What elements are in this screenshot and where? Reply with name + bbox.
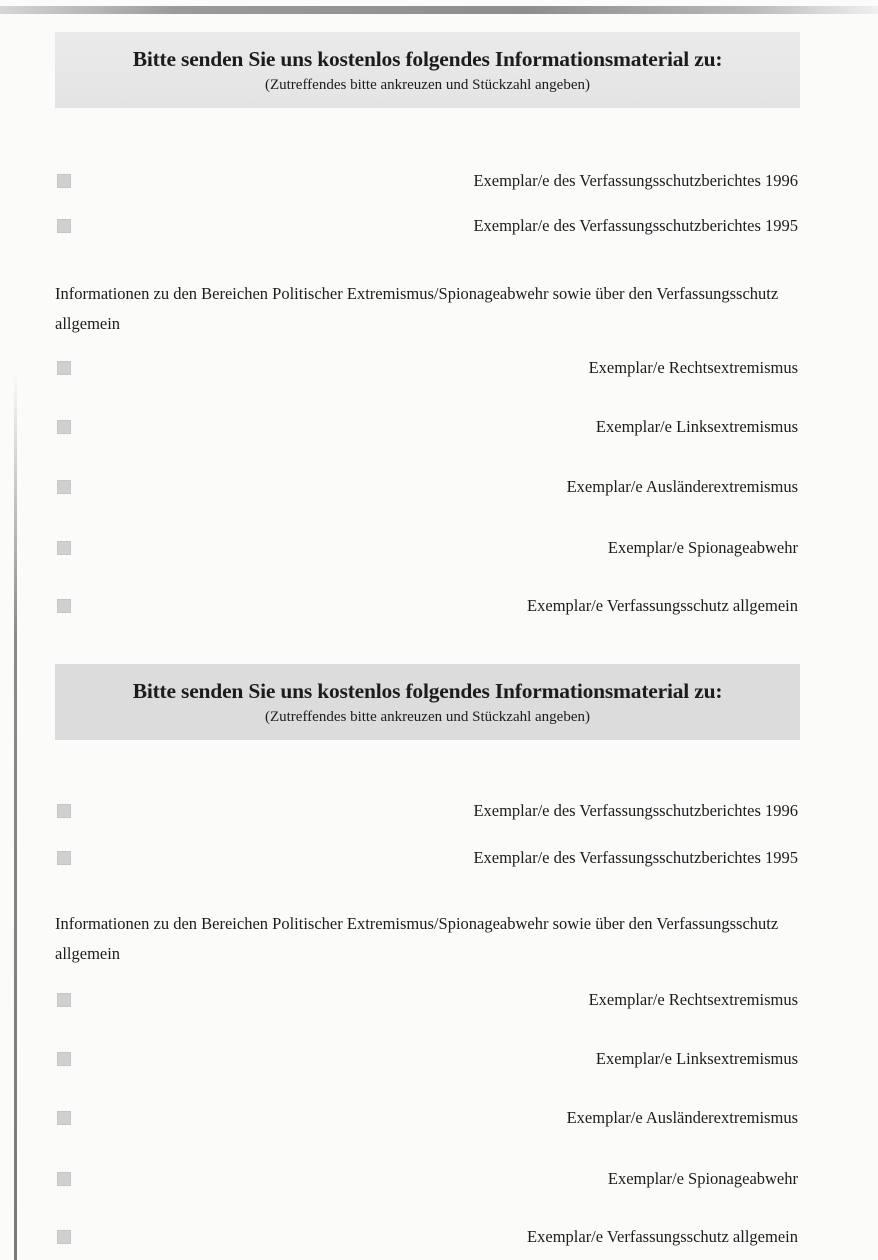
checkbox[interactable] [57,851,71,865]
order-row-label: Exemplar/e Ausländerextremismus [566,477,798,496]
order-row-label: Exemplar/e des Verfassungsschutzberichtes 1995 [473,848,798,867]
order-row-verfassungsschutz-allgemein [55,595,800,619]
order-row-label: Exemplar/e des Verfassungsschutzberichtes 1995 [473,216,798,235]
order-row-report-1995 [55,847,800,871]
order-row-label: Exemplar/e Rechtsextremismus [588,358,798,377]
checkbox[interactable] [57,1111,71,1125]
order-row-rechtsextremismus [55,989,800,1013]
section-subtitle: (Zutreffendes bitte ankreuzen und Stückzahl angeben) [264,709,590,725]
checkbox[interactable] [57,541,71,555]
order-row-label: Exemplar/e Spionageabwehr [607,538,798,557]
order-row-label: Exemplar/e Verfassungsschutz allgemein [527,1227,798,1246]
order-row-label: Exemplar/e des Verfassungsschutzberichtes 1996 [473,171,798,190]
order-row-label: Exemplar/e Verfassungsschutz allgemein [527,596,798,615]
info-paragraph: Informationen zu den Bereichen Politischer Extremismus/Spionageabwehr sowie über den Verfassungsschutz allgemein [55,284,779,333]
checkbox[interactable] [57,174,71,188]
order-row-auslaenderextremismus [55,476,800,500]
order-row-label: Exemplar/e Spionageabwehr [607,1169,798,1188]
page-edge-shadow [14,370,17,1260]
order-row-linksextremismus [55,1048,800,1072]
checkbox[interactable] [57,361,71,375]
checkbox[interactable] [57,480,71,494]
checkbox[interactable] [57,1230,71,1244]
order-row-rechtsextremismus [55,357,800,381]
order-row-spionageabwehr [55,1168,800,1192]
section-header [55,32,800,108]
top-rule [0,6,878,14]
order-row-label: Exemplar/e Ausländerextremismus [566,1108,798,1127]
info-paragraph: Informationen zu den Bereichen Politischer Extremismus/Spionageabwehr sowie über den Verfassungsschutz allgemein [55,914,779,963]
order-row-report-1995 [55,215,800,239]
order-row-label: Exemplar/e Linksextremismus [595,417,798,436]
order-row-label: Exemplar/e Rechtsextremismus [588,990,798,1009]
order-row-label: Exemplar/e des Verfassungsschutzberichtes 1996 [473,801,798,820]
section-subtitle: (Zutreffendes bitte ankreuzen und Stückzahl angeben) [264,77,590,93]
order-row-verfassungsschutz-allgemein [55,1226,800,1250]
checkbox[interactable] [57,993,71,1007]
section-title: Bitte senden Sie uns kostenlos folgendes Informationsmaterial zu: [132,47,723,71]
checkbox[interactable] [57,1052,71,1066]
checkbox[interactable] [57,599,71,613]
order-row-report-1996 [55,170,800,194]
checkbox[interactable] [57,804,71,818]
order-row-auslaenderextremismus [55,1107,800,1131]
checkbox[interactable] [57,219,71,233]
section-header [55,664,800,740]
order-row-report-1996 [55,800,800,824]
checkbox[interactable] [57,1172,71,1186]
section-title: Bitte senden Sie uns kostenlos folgendes Informationsmaterial zu: [132,679,723,703]
order-row-linksextremismus [55,416,800,440]
order-row-label: Exemplar/e Linksextremismus [595,1049,798,1068]
checkbox[interactable] [57,420,71,434]
order-row-spionageabwehr [55,537,800,561]
